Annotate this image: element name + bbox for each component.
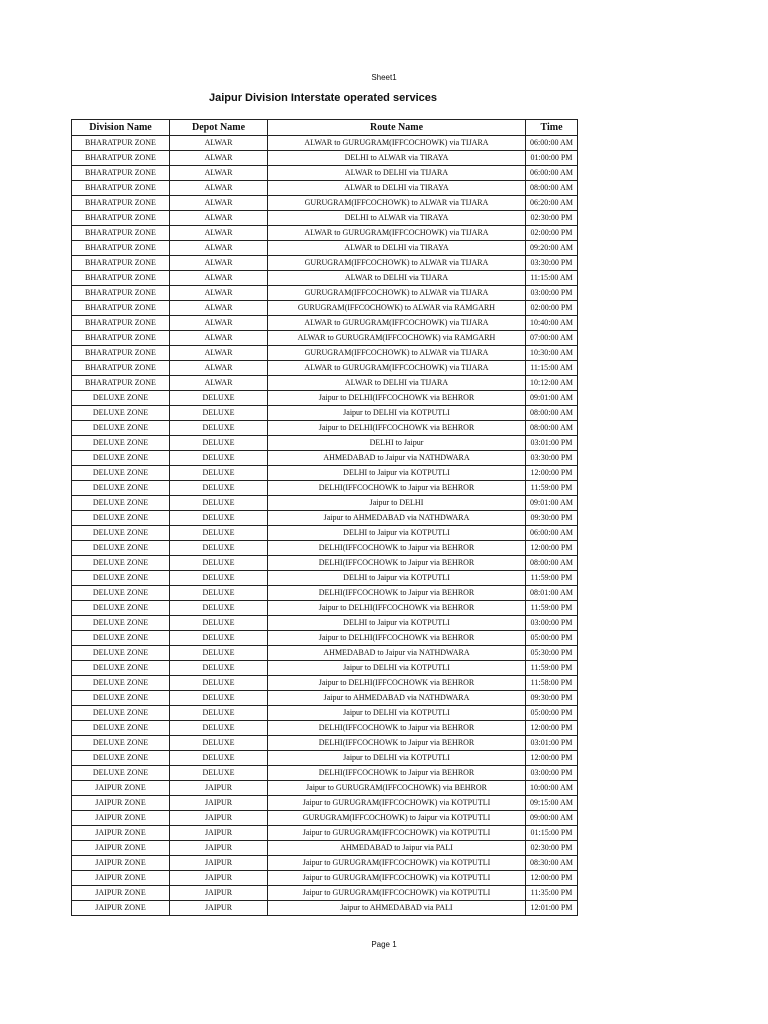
cell-time: 10:00:00 AM: [526, 781, 578, 796]
cell-route-name: Jaipur to DELHI via KOTPUTLI: [268, 661, 526, 676]
table-row: [72, 826, 578, 841]
cell-time: 10:40:00 AM: [526, 316, 578, 331]
table-row: [72, 196, 578, 211]
cell-route-name: Jaipur to GURUGRAM(IFFCOCHOWK) via KOTPUTLI: [268, 856, 526, 871]
cell-division-name: BHARATPUR ZONE: [72, 151, 170, 166]
cell-route-name: ALWAR to DELHI via TIRAYA: [268, 181, 526, 196]
cell-division-name: BHARATPUR ZONE: [72, 346, 170, 361]
table-row: [72, 601, 578, 616]
cell-division-name: DELUXE ZONE: [72, 586, 170, 601]
cell-depot-name: ALWAR: [170, 211, 268, 226]
cell-division-name: DELUXE ZONE: [72, 511, 170, 526]
table-row: [72, 706, 578, 721]
cell-route-name: Jaipur to DELHI(IFFCOCHOWK via BEHROR: [268, 391, 526, 406]
cell-depot-name: DELUXE: [170, 571, 268, 586]
cell-route-name: GURUGRAM(IFFCOCHOWK) to ALWAR via TIJARA: [268, 256, 526, 271]
table-row: [72, 886, 578, 901]
cell-time: 03:00:00 PM: [526, 616, 578, 631]
cell-depot-name: DELUXE: [170, 496, 268, 511]
cell-time: 08:00:00 AM: [526, 181, 578, 196]
cell-depot-name: ALWAR: [170, 346, 268, 361]
cell-route-name: ALWAR to DELHI via TIJARA: [268, 271, 526, 286]
table-row: [72, 631, 578, 646]
table-row: [72, 376, 578, 391]
cell-route-name: ALWAR to GURUGRAM(IFFCOCHOWK) via RAMGARH: [268, 331, 526, 346]
cell-route-name: Jaipur to DELHI(IFFCOCHOWK via BEHROR: [268, 421, 526, 436]
cell-time: 11:59:00 PM: [526, 481, 578, 496]
cell-route-name: Jaipur to DELHI(IFFCOCHOWK via BEHROR: [268, 631, 526, 646]
cell-depot-name: DELUXE: [170, 736, 268, 751]
cell-depot-name: DELUXE: [170, 646, 268, 661]
cell-time: 11:59:00 PM: [526, 661, 578, 676]
cell-time: 03:00:00 PM: [526, 766, 578, 781]
table-row: [72, 241, 578, 256]
cell-division-name: DELUXE ZONE: [72, 766, 170, 781]
cell-route-name: Jaipur to GURUGRAM(IFFCOCHOWK) via KOTPUTLI: [268, 796, 526, 811]
cell-time: 01:15:00 PM: [526, 826, 578, 841]
cell-route-name: Jaipur to DELHI(IFFCOCHOWK via BEHROR: [268, 676, 526, 691]
cell-division-name: JAIPUR ZONE: [72, 841, 170, 856]
cell-time: 10:12:00 AM: [526, 376, 578, 391]
cell-depot-name: DELUXE: [170, 661, 268, 676]
cell-route-name: DELHI to Jaipur via KOTPUTLI: [268, 526, 526, 541]
cell-route-name: DELHI(IFFCOCHOWK to Jaipur via BEHROR: [268, 481, 526, 496]
cell-depot-name: ALWAR: [170, 361, 268, 376]
cell-time: 03:30:00 PM: [526, 451, 578, 466]
cell-division-name: BHARATPUR ZONE: [72, 136, 170, 151]
table-row: [72, 616, 578, 631]
cell-depot-name: JAIPUR: [170, 886, 268, 901]
cell-route-name: ALWAR to GURUGRAM(IFFCOCHOWK) via TIJARA: [268, 316, 526, 331]
cell-depot-name: JAIPUR: [170, 796, 268, 811]
cell-depot-name: JAIPUR: [170, 781, 268, 796]
cell-route-name: DELHI(IFFCOCHOWK to Jaipur via BEHROR: [268, 766, 526, 781]
table-row: [72, 796, 578, 811]
cell-depot-name: JAIPUR: [170, 811, 268, 826]
cell-time: 06:00:00 AM: [526, 136, 578, 151]
cell-route-name: DELHI to Jaipur via KOTPUTLI: [268, 466, 526, 481]
table-row: [72, 556, 578, 571]
cell-division-name: DELUXE ZONE: [72, 736, 170, 751]
cell-time: 12:00:00 PM: [526, 721, 578, 736]
cell-route-name: GURUGRAM(IFFCOCHOWK) to ALWAR via TIJARA: [268, 286, 526, 301]
cell-time: 02:00:00 PM: [526, 301, 578, 316]
page-title: Jaipur Division Interstate operated services: [208, 92, 438, 104]
table-body: [72, 136, 578, 916]
cell-division-name: DELUXE ZONE: [72, 631, 170, 646]
cell-depot-name: DELUXE: [170, 406, 268, 421]
table-row: [72, 646, 578, 661]
cell-time: 09:30:00 PM: [526, 511, 578, 526]
table-row: [72, 751, 578, 766]
cell-division-name: BHARATPUR ZONE: [72, 211, 170, 226]
cell-route-name: DELHI to ALWAR via TIRAYA: [268, 151, 526, 166]
cell-time: 12:01:00 PM: [526, 901, 578, 916]
table-row: [72, 301, 578, 316]
cell-depot-name: DELUXE: [170, 391, 268, 406]
table-row: [72, 331, 578, 346]
cell-route-name: ALWAR to GURUGRAM(IFFCOCHOWK) via TIJARA: [268, 226, 526, 241]
cell-depot-name: ALWAR: [170, 286, 268, 301]
cell-route-name: Jaipur to DELHI(IFFCOCHOWK via BEHROR: [268, 601, 526, 616]
cell-route-name: Jaipur to DELHI via KOTPUTLI: [268, 751, 526, 766]
table-row: [72, 511, 578, 526]
cell-route-name: GURUGRAM(IFFCOCHOWK) to ALWAR via TIJARA: [268, 346, 526, 361]
cell-depot-name: DELUXE: [170, 676, 268, 691]
cell-route-name: ALWAR to DELHI via TIRAYA: [268, 241, 526, 256]
cell-depot-name: JAIPUR: [170, 871, 268, 886]
cell-time: 11:59:00 PM: [526, 571, 578, 586]
cell-division-name: BHARATPUR ZONE: [72, 256, 170, 271]
cell-division-name: BHARATPUR ZONE: [72, 316, 170, 331]
header-division-name: Division Name: [72, 120, 170, 136]
cell-division-name: BHARATPUR ZONE: [72, 166, 170, 181]
cell-depot-name: DELUXE: [170, 466, 268, 481]
cell-route-name: GURUGRAM(IFFCOCHOWK) to ALWAR via RAMGARH: [268, 301, 526, 316]
cell-division-name: BHARATPUR ZONE: [72, 181, 170, 196]
cell-depot-name: DELUXE: [170, 541, 268, 556]
cell-route-name: DELHI to Jaipur: [268, 436, 526, 451]
cell-division-name: DELUXE ZONE: [72, 601, 170, 616]
table-row: [72, 481, 578, 496]
table-row: [72, 361, 578, 376]
cell-division-name: BHARATPUR ZONE: [72, 286, 170, 301]
table-row: [72, 436, 578, 451]
table-row: [72, 901, 578, 916]
cell-depot-name: ALWAR: [170, 376, 268, 391]
cell-division-name: DELUXE ZONE: [72, 391, 170, 406]
cell-route-name: Jaipur to AHMEDABAD via NATHDWARA: [268, 511, 526, 526]
cell-depot-name: DELUXE: [170, 556, 268, 571]
cell-time: 09:30:00 PM: [526, 691, 578, 706]
cell-division-name: BHARATPUR ZONE: [72, 226, 170, 241]
cell-division-name: JAIPUR ZONE: [72, 901, 170, 916]
cell-time: 06:20:00 AM: [526, 196, 578, 211]
cell-depot-name: ALWAR: [170, 316, 268, 331]
cell-division-name: DELUXE ZONE: [72, 481, 170, 496]
cell-time: 03:00:00 PM: [526, 286, 578, 301]
cell-depot-name: DELUXE: [170, 766, 268, 781]
cell-route-name: ALWAR to DELHI via TIJARA: [268, 376, 526, 391]
cell-division-name: DELUXE ZONE: [72, 721, 170, 736]
cell-time: 06:00:00 AM: [526, 526, 578, 541]
table-row: [72, 871, 578, 886]
cell-depot-name: DELUXE: [170, 436, 268, 451]
cell-division-name: DELUXE ZONE: [72, 421, 170, 436]
cell-route-name: GURUGRAM(IFFCOCHOWK) to Jaipur via KOTPUTLI: [268, 811, 526, 826]
cell-depot-name: DELUXE: [170, 526, 268, 541]
cell-time: 08:00:00 AM: [526, 556, 578, 571]
cell-route-name: Jaipur to GURUGRAM(IFFCOCHOWK) via BEHROR: [268, 781, 526, 796]
cell-depot-name: ALWAR: [170, 181, 268, 196]
cell-time: 09:20:00 AM: [526, 241, 578, 256]
table-row: [72, 841, 578, 856]
table-row: [72, 271, 578, 286]
cell-division-name: JAIPUR ZONE: [72, 781, 170, 796]
cell-division-name: BHARATPUR ZONE: [72, 301, 170, 316]
header-row: [72, 120, 578, 136]
cell-depot-name: DELUXE: [170, 631, 268, 646]
cell-route-name: DELHI to ALWAR via TIRAYA: [268, 211, 526, 226]
cell-time: 09:01:00 AM: [526, 391, 578, 406]
page-number: Page 1: [371, 940, 397, 949]
table-row: [72, 421, 578, 436]
cell-route-name: Jaipur to DELHI: [268, 496, 526, 511]
cell-time: 07:00:00 AM: [526, 331, 578, 346]
table-row: [72, 211, 578, 226]
table-row: [72, 166, 578, 181]
table-row: [72, 391, 578, 406]
table-row: [72, 451, 578, 466]
cell-division-name: DELUXE ZONE: [72, 646, 170, 661]
cell-time: 06:00:00 AM: [526, 166, 578, 181]
header-time: Time: [526, 120, 578, 136]
cell-division-name: DELUXE ZONE: [72, 466, 170, 481]
cell-depot-name: DELUXE: [170, 616, 268, 631]
cell-division-name: DELUXE ZONE: [72, 706, 170, 721]
cell-depot-name: ALWAR: [170, 256, 268, 271]
table-row: [72, 151, 578, 166]
cell-time: 09:00:00 AM: [526, 811, 578, 826]
cell-time: 03:01:00 PM: [526, 736, 578, 751]
cell-division-name: DELUXE ZONE: [72, 751, 170, 766]
cell-division-name: JAIPUR ZONE: [72, 811, 170, 826]
cell-depot-name: DELUXE: [170, 586, 268, 601]
cell-division-name: DELUXE ZONE: [72, 676, 170, 691]
table-row: [72, 676, 578, 691]
cell-depot-name: ALWAR: [170, 166, 268, 181]
cell-division-name: DELUXE ZONE: [72, 436, 170, 451]
cell-time: 12:00:00 PM: [526, 541, 578, 556]
table-row: [72, 256, 578, 271]
cell-time: 03:01:00 PM: [526, 436, 578, 451]
cell-division-name: JAIPUR ZONE: [72, 871, 170, 886]
cell-division-name: DELUXE ZONE: [72, 556, 170, 571]
cell-route-name: DELHI to Jaipur via KOTPUTLI: [268, 616, 526, 631]
cell-route-name: Jaipur to GURUGRAM(IFFCOCHOWK) via KOTPUTLI: [268, 871, 526, 886]
cell-depot-name: DELUXE: [170, 721, 268, 736]
cell-division-name: DELUXE ZONE: [72, 661, 170, 676]
cell-division-name: JAIPUR ZONE: [72, 856, 170, 871]
table-row: [72, 286, 578, 301]
cell-route-name: Jaipur to GURUGRAM(IFFCOCHOWK) via KOTPUTLI: [268, 826, 526, 841]
header-depot-name: Depot Name: [170, 120, 268, 136]
table-row: [72, 316, 578, 331]
cell-route-name: ALWAR to DELHI via TIJARA: [268, 166, 526, 181]
cell-route-name: Jaipur to DELHI via KOTPUTLI: [268, 706, 526, 721]
cell-division-name: DELUXE ZONE: [72, 541, 170, 556]
cell-route-name: DELHI(IFFCOCHOWK to Jaipur via BEHROR: [268, 736, 526, 751]
cell-division-name: DELUXE ZONE: [72, 691, 170, 706]
cell-route-name: DELHI(IFFCOCHOWK to Jaipur via BEHROR: [268, 721, 526, 736]
cell-time: 01:00:00 PM: [526, 151, 578, 166]
cell-depot-name: ALWAR: [170, 241, 268, 256]
cell-time: 02:00:00 PM: [526, 226, 578, 241]
cell-time: 05:00:00 PM: [526, 706, 578, 721]
cell-time: 08:00:00 AM: [526, 406, 578, 421]
table-row: [72, 346, 578, 361]
cell-division-name: DELUXE ZONE: [72, 496, 170, 511]
table-row: [72, 541, 578, 556]
cell-time: 08:30:00 AM: [526, 856, 578, 871]
cell-division-name: DELUXE ZONE: [72, 616, 170, 631]
cell-time: 05:30:00 PM: [526, 646, 578, 661]
table-row: [72, 226, 578, 241]
cell-route-name: ALWAR to GURUGRAM(IFFCOCHOWK) via TIJARA: [268, 361, 526, 376]
cell-time: 11:58:00 PM: [526, 676, 578, 691]
table-row: [72, 586, 578, 601]
table-row: [72, 856, 578, 871]
cell-time: 12:00:00 PM: [526, 871, 578, 886]
cell-division-name: BHARATPUR ZONE: [72, 361, 170, 376]
cell-time: 08:00:00 AM: [526, 421, 578, 436]
cell-division-name: JAIPUR ZONE: [72, 796, 170, 811]
cell-route-name: AHMEDABAD to Jaipur via NATHDWARA: [268, 451, 526, 466]
cell-route-name: AHMEDABAD to Jaipur via PALI: [268, 841, 526, 856]
cell-route-name: Jaipur to GURUGRAM(IFFCOCHOWK) via KOTPUTLI: [268, 886, 526, 901]
cell-depot-name: DELUXE: [170, 481, 268, 496]
table-row: [72, 811, 578, 826]
cell-route-name: Jaipur to AHMEDABAD via NATHDWARA: [268, 691, 526, 706]
table-row: [72, 571, 578, 586]
cell-time: 11:15:00 AM: [526, 271, 578, 286]
cell-route-name: DELHI(IFFCOCHOWK to Jaipur via BEHROR: [268, 586, 526, 601]
cell-depot-name: ALWAR: [170, 301, 268, 316]
table-row: [72, 181, 578, 196]
table-row: [72, 406, 578, 421]
cell-time: 12:00:00 PM: [526, 751, 578, 766]
table-row: [72, 691, 578, 706]
cell-depot-name: JAIPUR: [170, 826, 268, 841]
table-row: [72, 781, 578, 796]
header-route-name: Route Name: [268, 120, 526, 136]
cell-depot-name: DELUXE: [170, 751, 268, 766]
table-row: [72, 526, 578, 541]
cell-route-name: GURUGRAM(IFFCOCHOWK) to ALWAR via TIJARA: [268, 196, 526, 211]
cell-route-name: Jaipur to AHMEDABAD via PALI: [268, 901, 526, 916]
cell-route-name: ALWAR to GURUGRAM(IFFCOCHOWK) via TIJARA: [268, 136, 526, 151]
cell-depot-name: DELUXE: [170, 706, 268, 721]
cell-time: 09:15:00 AM: [526, 796, 578, 811]
services-table: [71, 119, 578, 916]
table-row: [72, 496, 578, 511]
cell-time: 05:00:00 PM: [526, 631, 578, 646]
cell-division-name: DELUXE ZONE: [72, 451, 170, 466]
cell-time: 02:30:00 PM: [526, 841, 578, 856]
cell-time: 10:30:00 AM: [526, 346, 578, 361]
cell-depot-name: DELUXE: [170, 421, 268, 436]
table-header: [72, 120, 578, 136]
cell-depot-name: ALWAR: [170, 226, 268, 241]
cell-division-name: JAIPUR ZONE: [72, 886, 170, 901]
cell-depot-name: DELUXE: [170, 451, 268, 466]
cell-depot-name: DELUXE: [170, 691, 268, 706]
cell-route-name: AHMEDABAD to Jaipur via NATHDWARA: [268, 646, 526, 661]
cell-division-name: BHARATPUR ZONE: [72, 241, 170, 256]
cell-depot-name: ALWAR: [170, 331, 268, 346]
cell-route-name: Jaipur to DELHI via KOTPUTLI: [268, 406, 526, 421]
table-row: [72, 136, 578, 151]
cell-division-name: BHARATPUR ZONE: [72, 196, 170, 211]
cell-depot-name: ALWAR: [170, 151, 268, 166]
table-row: [72, 661, 578, 676]
cell-division-name: DELUXE ZONE: [72, 526, 170, 541]
cell-depot-name: ALWAR: [170, 196, 268, 211]
cell-time: 02:30:00 PM: [526, 211, 578, 226]
cell-time: 09:01:00 AM: [526, 496, 578, 511]
cell-division-name: BHARATPUR ZONE: [72, 376, 170, 391]
cell-depot-name: ALWAR: [170, 271, 268, 286]
cell-time: 11:15:00 AM: [526, 361, 578, 376]
cell-division-name: BHARATPUR ZONE: [72, 271, 170, 286]
cell-route-name: DELHI to Jaipur via KOTPUTLI: [268, 571, 526, 586]
table-row: [72, 766, 578, 781]
cell-time: 11:35:00 PM: [526, 886, 578, 901]
sheet-label: Sheet1: [371, 73, 397, 82]
cell-depot-name: JAIPUR: [170, 901, 268, 916]
cell-depot-name: ALWAR: [170, 136, 268, 151]
cell-depot-name: DELUXE: [170, 511, 268, 526]
cell-time: 03:30:00 PM: [526, 256, 578, 271]
cell-division-name: DELUXE ZONE: [72, 571, 170, 586]
table-row: [72, 466, 578, 481]
table-row: [72, 721, 578, 736]
cell-depot-name: DELUXE: [170, 601, 268, 616]
cell-depot-name: JAIPUR: [170, 856, 268, 871]
cell-time: 12:00:00 PM: [526, 466, 578, 481]
cell-route-name: DELHI(IFFCOCHOWK to Jaipur via BEHROR: [268, 541, 526, 556]
cell-route-name: DELHI(IFFCOCHOWK to Jaipur via BEHROR: [268, 556, 526, 571]
cell-division-name: DELUXE ZONE: [72, 406, 170, 421]
cell-division-name: BHARATPUR ZONE: [72, 331, 170, 346]
table-row: [72, 736, 578, 751]
cell-division-name: JAIPUR ZONE: [72, 826, 170, 841]
cell-depot-name: JAIPUR: [170, 841, 268, 856]
cell-time: 08:01:00 AM: [526, 586, 578, 601]
cell-time: 11:59:00 PM: [526, 601, 578, 616]
